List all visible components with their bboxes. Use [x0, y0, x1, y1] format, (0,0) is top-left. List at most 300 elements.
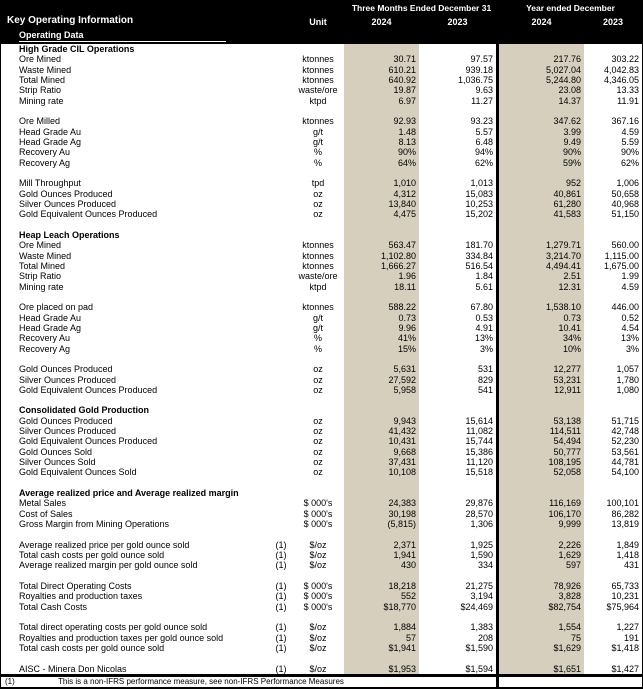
cell-year-2024: 114,511	[499, 426, 584, 436]
row-unit	[292, 354, 344, 364]
cell-3m-2023: 10,253	[465, 198, 493, 209]
cell-year-2023	[584, 529, 642, 539]
row-label: Recovery Ag	[19, 157, 71, 168]
row-unit: ktonnes	[302, 260, 334, 271]
row-label	[1, 106, 270, 116]
table-row	[1, 457, 642, 467]
spacer-row	[1, 529, 642, 539]
cell-year-2024: 50,777	[499, 447, 584, 457]
row-unit	[292, 230, 344, 240]
cell-3m-2024: 1.96	[344, 271, 419, 281]
cell-year-2023: 10,231	[611, 591, 639, 602]
cell-3m-2024: 24,383	[344, 498, 419, 508]
row-label: Royalties and production taxes per gold ounce sold	[19, 632, 224, 643]
row-unit: oz	[313, 426, 323, 437]
cell-3m-2024: 9,668	[344, 447, 419, 457]
cell-year-2024	[499, 571, 584, 581]
row-unit: $ 000's	[303, 581, 333, 592]
cell-3m-2024: 1,666.27	[344, 261, 419, 271]
cell-3m-2024: 640.92	[344, 75, 419, 85]
row-label	[1, 354, 270, 364]
footnote-ref	[270, 509, 292, 519]
cell-year-2023	[584, 405, 642, 415]
row-label: Silver Ounces Sold	[19, 457, 96, 468]
cell-3m-2024: 15%	[344, 344, 419, 354]
cell-3m-2024: 41,432	[344, 426, 419, 436]
footnote-ref	[270, 344, 292, 354]
cell-year-2023: 1,057	[616, 364, 639, 375]
cell-year-2023: 51,715	[611, 415, 639, 426]
row-label: Total Cash Costs	[19, 601, 88, 612]
table-row	[1, 622, 642, 632]
cell-3m-2023: 11,120	[466, 457, 493, 468]
cell-year-2024: 54,494	[499, 436, 584, 446]
cell-3m-2024	[344, 354, 419, 364]
cell-year-2023: 90%	[620, 147, 639, 158]
cell-3m-2023	[419, 405, 496, 415]
section-header-row	[1, 44, 642, 54]
cell-3m-2024: 563.47	[344, 240, 419, 250]
cell-3m-2023: 0.53	[475, 312, 493, 323]
cell-3m-2024: 64%	[344, 158, 419, 168]
row-label: Mill Throughput	[19, 178, 81, 189]
cell-year-2024: 116,169	[499, 498, 584, 508]
row-label: Royalties and production taxes	[19, 591, 143, 602]
table-row	[1, 498, 642, 508]
spacer-row	[1, 653, 642, 663]
footnote-ref: (1)	[275, 643, 287, 654]
row-unit	[292, 292, 344, 302]
cell-year-2024	[499, 292, 584, 302]
row-label: Strip Ratio	[19, 85, 62, 96]
row-label: High Grade CIL Operations	[19, 44, 135, 54]
cell-year-2024: 90%	[499, 147, 584, 157]
footnote-ref: (1)	[275, 539, 287, 550]
footnote-ref	[270, 147, 292, 157]
cell-year-2023: 11.91	[617, 95, 639, 106]
cell-year-2023: 303.22	[611, 54, 639, 65]
spacer-row	[1, 292, 642, 302]
cell-year-2023	[584, 612, 642, 622]
cell-year-2023	[584, 230, 642, 240]
cell-3m-2023: 1,306	[470, 519, 493, 530]
cell-year-2023: 1,006	[616, 178, 639, 189]
cell-3m-2023: 15,083	[465, 188, 493, 199]
cell-3m-2024	[344, 653, 419, 663]
row-label: AISC - Minera Don Nicolas	[19, 663, 127, 674]
cell-year-2024: $1,651	[499, 664, 584, 674]
row-unit: $/oz	[309, 560, 327, 571]
cell-year-2024: 78,926	[499, 581, 584, 591]
cell-3m-2023	[419, 230, 496, 240]
table-row	[1, 189, 642, 199]
cell-year-2023: 4,346.05	[603, 74, 639, 85]
cell-3m-2024: 1,010	[344, 178, 419, 188]
footnote-ref	[270, 65, 292, 75]
row-label: Ore Milled	[19, 116, 61, 127]
row-label: Recovery Au	[19, 333, 71, 344]
table-row	[1, 302, 642, 312]
cell-year-2023: 62%	[620, 157, 639, 168]
footnote-marker: (1)	[5, 677, 15, 687]
cell-year-2024: 3,828	[499, 591, 584, 601]
table-row	[1, 323, 642, 333]
row-label	[1, 395, 270, 405]
row-unit	[292, 168, 344, 178]
footnote-ref	[270, 85, 292, 95]
cell-3m-2024: 13,840	[344, 199, 419, 209]
cell-3m-2023: 62%	[474, 157, 493, 168]
table-header	[1, 0, 642, 44]
cell-3m-2024: 610.21	[344, 65, 419, 75]
cell-3m-2023: 5.57	[475, 126, 493, 137]
cell-3m-2024: 8.13	[344, 137, 419, 147]
cell-year-2024: 41,583	[499, 209, 584, 219]
table-row	[1, 251, 642, 261]
cell-year-2023: 367.16	[611, 116, 639, 127]
cell-year-2023: 1,080	[616, 384, 639, 395]
cell-year-2023: 51,150	[611, 209, 639, 220]
cell-year-2024: 9.49	[499, 137, 584, 147]
cell-3m-2023: 11.27	[471, 95, 493, 106]
table-row	[1, 416, 642, 426]
cell-year-2023: 40,968	[611, 198, 639, 209]
table-row	[1, 364, 642, 374]
spacer-row	[1, 395, 642, 405]
row-label: Cost of Sales	[19, 508, 73, 519]
cell-year-2024	[499, 488, 584, 498]
cell-year-2023	[584, 488, 642, 498]
table-row	[1, 344, 642, 354]
cell-3m-2023: 1,925	[470, 539, 493, 550]
cell-3m-2024: 30.71	[344, 54, 419, 64]
row-unit: $/oz	[309, 632, 327, 643]
row-label: Total Direct Operating Costs	[19, 581, 132, 592]
row-unit: oz	[313, 384, 323, 395]
row-label	[1, 653, 270, 663]
cell-3m-2023	[419, 488, 496, 498]
table-row	[1, 633, 642, 643]
row-unit: $ 000's	[303, 591, 333, 602]
cell-3m-2023: 5.61	[475, 281, 493, 292]
footnote-ref	[270, 529, 292, 539]
table-row	[1, 282, 642, 292]
row-unit	[292, 395, 344, 405]
cell-3m-2023	[419, 478, 496, 488]
cell-year-2023: 54,100	[611, 467, 639, 478]
footnote-ref	[270, 405, 292, 415]
spacer-row	[1, 106, 642, 116]
cell-3m-2024	[344, 292, 419, 302]
row-label: Recovery Au	[19, 147, 71, 158]
cell-year-2024	[499, 612, 584, 622]
footnote-ref	[270, 178, 292, 188]
cell-year-2024: 597	[499, 560, 584, 570]
cell-3m-2023: 541	[477, 384, 493, 395]
cell-3m-2024: 1,941	[344, 550, 419, 560]
row-unit	[292, 44, 344, 54]
cell-year-2023: 0.52	[621, 312, 639, 323]
year-header-yr-2024: 2024	[531, 17, 552, 27]
cell-year-2023: 13,819	[611, 519, 639, 530]
row-unit: %	[313, 157, 322, 168]
table-row	[1, 602, 642, 612]
cell-year-2023: 560.00	[611, 240, 639, 251]
table-row	[1, 333, 642, 343]
cell-3m-2023	[419, 612, 496, 622]
cell-year-2024	[499, 405, 584, 415]
row-label: Ore Mined	[19, 240, 62, 251]
spacer-row	[1, 220, 642, 230]
row-unit: $ 000's	[303, 508, 333, 519]
cell-3m-2024: 19.87	[344, 85, 419, 95]
row-label: Metal Sales	[19, 498, 67, 509]
row-unit: $/oz	[309, 622, 327, 633]
cell-3m-2023: $1,590	[465, 643, 493, 654]
cell-3m-2024: 18,218	[344, 581, 419, 591]
row-label: Gross Margin from Mining Operations	[19, 519, 170, 530]
cell-year-2023: 4,042.83	[603, 64, 639, 75]
footnote-ref	[270, 168, 292, 178]
footnote-ref	[270, 426, 292, 436]
row-label: Strip Ratio	[19, 271, 62, 282]
cell-3m-2024: 37,431	[344, 457, 419, 467]
cell-year-2024	[499, 220, 584, 230]
row-unit: %	[313, 333, 322, 344]
cell-3m-2024: 9,943	[344, 416, 419, 426]
unit-column-header: Unit	[309, 17, 327, 27]
cell-year-2024: 2,226	[499, 540, 584, 550]
row-label: Total cash costs per gold ounce sold	[19, 550, 165, 561]
cell-year-2024: 1,629	[499, 550, 584, 560]
footnote-ref	[270, 230, 292, 240]
cell-3m-2023: 4.91	[475, 322, 493, 333]
row-label: Mining rate	[19, 95, 64, 106]
cell-year-2024: 52,058	[499, 467, 584, 477]
cell-year-2023: 53,561	[611, 446, 639, 457]
cell-3m-2024: 0.73	[344, 313, 419, 323]
cell-year-2023: $75,964	[606, 601, 639, 612]
cell-3m-2024: 4,312	[344, 189, 419, 199]
row-unit: g/t	[312, 322, 323, 333]
footnote-ref	[270, 106, 292, 116]
row-unit: oz	[313, 188, 323, 199]
row-label: Waste Mined	[19, 250, 72, 261]
footnote-ref	[270, 292, 292, 302]
cell-year-2023: 42,748	[611, 426, 639, 437]
cell-year-2023: 446.00	[611, 302, 639, 313]
cell-year-2024: 1,279.71	[499, 240, 584, 250]
cell-year-2023: 13%	[620, 333, 639, 344]
cell-year-2024	[499, 529, 584, 539]
cell-3m-2024	[344, 529, 419, 539]
cell-3m-2024: 588.22	[344, 302, 419, 312]
row-label	[1, 571, 270, 581]
footnote-ref	[270, 209, 292, 219]
cell-3m-2024: 57	[344, 633, 419, 643]
row-label: Gold Ounces Produced	[19, 364, 113, 375]
cell-year-2023	[584, 653, 642, 663]
cell-year-2023	[584, 354, 642, 364]
footnote-ref	[270, 571, 292, 581]
row-unit: %	[313, 147, 322, 158]
cell-3m-2023: 208	[477, 632, 493, 643]
table-row	[1, 581, 642, 591]
table-row	[1, 147, 642, 157]
row-label: Waste Mined	[19, 64, 72, 75]
row-label: Total Mined	[19, 260, 66, 271]
cell-year-2023	[584, 44, 642, 54]
cell-year-2023: 1,115.00	[604, 250, 639, 261]
table-row	[1, 509, 642, 519]
row-unit: oz	[313, 198, 323, 209]
table-row	[1, 643, 642, 653]
table-row	[1, 519, 642, 529]
row-label: Consolidated Gold Production	[19, 405, 149, 416]
cell-year-2023: 191	[623, 632, 639, 643]
page-title: Key Operating Information	[7, 15, 134, 26]
cell-year-2024: 9,999	[499, 519, 584, 529]
cell-year-2023: 100,101	[606, 498, 639, 509]
cell-3m-2024: 6.97	[344, 96, 419, 106]
cell-3m-2024	[344, 168, 419, 178]
row-unit: oz	[313, 467, 323, 478]
cell-year-2023: 50,658	[611, 188, 639, 199]
footnote-ref	[270, 158, 292, 168]
cell-year-2024	[499, 354, 584, 364]
row-label: Gold Equivalent Ounces Sold	[19, 467, 137, 478]
row-label: Silver Ounces Produced	[19, 198, 117, 209]
footnote-ref	[270, 395, 292, 405]
cell-3m-2024	[344, 230, 419, 240]
table-body	[1, 44, 642, 675]
row-unit: $ 000's	[303, 601, 333, 612]
row-label: Silver Ounces Produced	[19, 374, 117, 385]
row-unit	[292, 478, 344, 488]
cell-3m-2024: 30,198	[344, 509, 419, 519]
footnote-ref	[270, 137, 292, 147]
table-row	[1, 116, 642, 126]
cell-year-2024: 5,244.80	[499, 75, 584, 85]
cell-3m-2023: 13%	[474, 333, 493, 344]
row-label	[1, 529, 270, 539]
footnote-ref	[270, 375, 292, 385]
cell-3m-2024: 552	[344, 591, 419, 601]
cell-year-2023: 1,849	[616, 539, 639, 550]
row-label: Total direct operating costs per gold ounce sold	[19, 622, 208, 633]
footnote-ref	[270, 612, 292, 622]
footnote-ref	[270, 354, 292, 364]
cell-3m-2023	[419, 529, 496, 539]
footnote-ref: (1)	[275, 663, 287, 674]
footnote-ref	[270, 96, 292, 106]
row-label	[1, 612, 270, 622]
row-label: Gold Equivalent Ounces Produced	[19, 209, 158, 220]
cell-3m-2023: 21,275	[465, 581, 493, 592]
row-label: Heap Leach Operations	[19, 229, 120, 240]
spacer-row	[1, 571, 642, 581]
table-row	[1, 550, 642, 560]
row-label: Head Grade Ag	[19, 322, 82, 333]
cell-3m-2023: $24,469	[460, 601, 493, 612]
table-row	[1, 199, 642, 209]
footnote-ref: (1)	[275, 560, 287, 571]
cell-year-2024: 61,280	[499, 199, 584, 209]
footnote-row	[1, 675, 642, 689]
footnote-ref	[270, 333, 292, 343]
cell-3m-2023	[419, 395, 496, 405]
table-row	[1, 560, 642, 570]
cell-year-2024: 12,911	[499, 385, 584, 395]
cell-year-2024: 3,214.70	[499, 251, 584, 261]
row-label: Head Grade Au	[19, 312, 82, 323]
cell-year-2024: 4,494.41	[499, 261, 584, 271]
cell-3m-2024	[344, 106, 419, 116]
cell-3m-2023	[419, 168, 496, 178]
cell-year-2024: 1,538.10	[499, 302, 584, 312]
cell-3m-2023: 939.18	[465, 64, 493, 75]
row-label: Ore placed on pad	[19, 302, 94, 313]
footnote-ref	[270, 54, 292, 64]
cell-3m-2023: 15,614	[465, 415, 493, 426]
row-label: Silver Ounces Produced	[19, 426, 117, 437]
row-label	[1, 168, 270, 178]
cell-year-2024: 12.31	[499, 282, 584, 292]
row-unit: oz	[313, 209, 323, 220]
row-unit: waste/ore	[298, 271, 338, 282]
table-row	[1, 178, 642, 188]
cell-year-2023: 52,230	[611, 436, 639, 447]
cell-3m-2024: 1,884	[344, 622, 419, 632]
row-unit: ktonnes	[302, 240, 334, 251]
row-unit: $ 000's	[303, 498, 333, 509]
cell-year-2024	[499, 653, 584, 663]
cell-3m-2024	[344, 571, 419, 581]
footnote-ref	[270, 519, 292, 529]
footnote-ref	[270, 313, 292, 323]
row-unit	[292, 571, 344, 581]
row-unit: oz	[313, 374, 323, 385]
cell-year-2024: 347.62	[499, 116, 584, 126]
cell-year-2024: 53,138	[499, 416, 584, 426]
cell-3m-2023: 15,744	[465, 436, 493, 447]
cell-year-2023: 5.59	[621, 136, 639, 147]
footnote-ref	[270, 653, 292, 663]
footnote-ref	[270, 498, 292, 508]
table-row	[1, 313, 642, 323]
cell-3m-2023: 15,386	[465, 446, 493, 457]
cell-year-2024: 40,861	[499, 189, 584, 199]
year-header-3m-2024: 2024	[371, 17, 392, 27]
table-row	[1, 467, 642, 477]
cell-3m-2024: 27,592	[344, 375, 419, 385]
cell-year-2023	[584, 220, 642, 230]
table-row	[1, 540, 642, 550]
footnote-ref	[270, 127, 292, 137]
footnote-ref	[270, 323, 292, 333]
cell-year-2024: 217.76	[499, 54, 584, 64]
cell-year-2024: $1,629	[499, 643, 584, 653]
cell-year-2023	[584, 292, 642, 302]
footnote-text: This is a non-IFRS performance measure, see non-IFRS Performance Measures	[58, 677, 344, 687]
row-label: Gold Equivalent Ounces Produced	[19, 384, 158, 395]
footnote-ref	[270, 75, 292, 85]
cell-3m-2024	[344, 488, 419, 498]
row-label: Gold Equivalent Ounces Produced	[19, 436, 158, 447]
column-group-three-months: Three Months Ended December 31	[351, 3, 492, 13]
row-label	[1, 292, 270, 302]
cell-3m-2023	[419, 44, 496, 54]
